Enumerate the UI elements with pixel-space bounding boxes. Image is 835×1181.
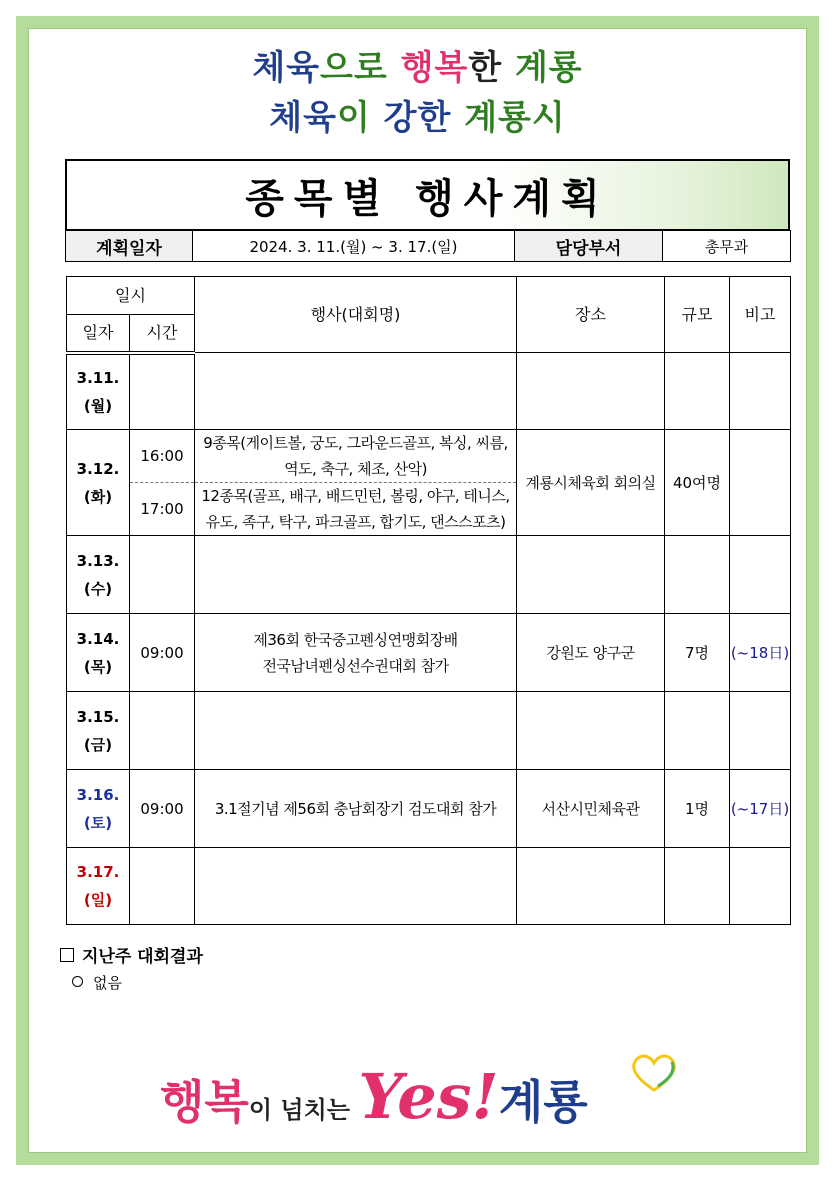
row-time: 09:00 xyxy=(130,614,195,692)
row-scale: 1명 xyxy=(665,770,730,848)
page-title: 종목별 행사계획 xyxy=(245,174,610,222)
row-event: 9종목(게이트볼, 궁도, 그라운드골프, 복싱, 씨름, 역도, 축구, 체조, 산악) xyxy=(195,430,517,483)
header-datetime: 일시 xyxy=(67,277,195,315)
square-bullet-icon xyxy=(60,948,74,962)
row-note: (~18日) xyxy=(730,614,791,692)
plan-date-label: 계획일자 xyxy=(66,231,193,262)
table-row xyxy=(67,692,791,770)
header-event: 행사(대회명) xyxy=(195,277,517,353)
row-place xyxy=(517,848,665,925)
row-event: 3.1절기념 제56회 충남회장기 검도대회 참가 xyxy=(195,770,517,848)
department-value: 총무과 xyxy=(663,231,791,262)
row-time xyxy=(130,692,195,770)
slogan-line-1 xyxy=(0,48,835,88)
plan-date-value: 2024. 3. 11.(월) ~ 3. 17.(일) xyxy=(193,231,515,262)
row-place: 서산시민체육관 xyxy=(517,770,665,848)
row-place: 강원도 양구군 xyxy=(517,614,665,692)
row-scale xyxy=(665,848,730,925)
row-date: 3.13. (수) xyxy=(67,536,130,614)
row-note xyxy=(730,430,791,536)
slogan-2-part-4: 계룡시 xyxy=(464,98,566,138)
bottom-logo xyxy=(160,1050,680,1140)
row-event: 12종목(골프, 배구, 배드민턴, 볼링, 야구, 테니스, 유도, 족구, 탁구, 파크골프, 합기도, 댄스스포츠) xyxy=(195,483,517,536)
row-event xyxy=(195,353,517,430)
table-row xyxy=(67,614,791,692)
row-date: 3.15. (금) xyxy=(67,692,130,770)
row-date: 3.11. (월) xyxy=(67,353,130,430)
slogan-1-part-1: 체육 xyxy=(252,48,321,88)
slogan-2-part-2: 이 xyxy=(336,98,384,138)
row-note xyxy=(730,848,791,925)
bottom-logo-text xyxy=(160,1060,588,1133)
header-note: 비고 xyxy=(730,277,791,353)
row-time xyxy=(130,848,195,925)
header-date: 일자 xyxy=(67,315,130,353)
slogan-1-part-2: 으로 xyxy=(320,48,401,88)
row-event xyxy=(195,536,517,614)
row-note: (~17日) xyxy=(730,770,791,848)
row-scale xyxy=(665,353,730,430)
table-row xyxy=(67,430,791,483)
results-title: 지난주 대회결과 xyxy=(82,947,203,967)
results-heading xyxy=(60,942,203,967)
slogan-1-part-5: 계룡 xyxy=(514,48,583,88)
row-place xyxy=(517,353,665,430)
slogan-1-part-4: 한 xyxy=(468,48,515,88)
row-time: 09:00 xyxy=(130,770,195,848)
row-place xyxy=(517,536,665,614)
meta-table xyxy=(65,230,791,262)
row-scale: 40여명 xyxy=(665,430,730,536)
slogan-2-part-3: 강한 xyxy=(383,98,465,138)
bottom-logo-part-3: Yes! xyxy=(358,1060,499,1133)
row-place xyxy=(517,692,665,770)
row-scale xyxy=(665,536,730,614)
slogan-line-2 xyxy=(0,98,835,138)
row-date: 3.12. (화) xyxy=(67,430,130,536)
slogan-2-part-1: 체육 xyxy=(269,98,337,138)
row-place: 계룡시체육회 회의실 xyxy=(517,430,665,536)
table-row xyxy=(67,353,791,430)
title-box xyxy=(65,159,790,231)
row-date: 3.14. (목) xyxy=(67,614,130,692)
row-time xyxy=(130,536,195,614)
results-item-text: 없음 xyxy=(93,974,122,992)
schedule-table xyxy=(66,276,791,925)
header-time: 시간 xyxy=(130,315,195,353)
bottom-logo-part-2: 이 넘치는 xyxy=(248,1096,359,1124)
row-time xyxy=(130,353,195,430)
row-note xyxy=(730,353,791,430)
row-date: 3.17. (일) xyxy=(67,848,130,925)
header-place: 장소 xyxy=(517,277,665,353)
row-time: 16:00 xyxy=(130,430,195,483)
row-event: 제36회 한국중고펜싱연맹회장배 전국남녀펜싱선수권대회 참가 xyxy=(195,614,517,692)
bottom-logo-part-4: 계룡 xyxy=(498,1075,588,1129)
department-label: 담당부서 xyxy=(515,231,663,262)
row-note xyxy=(730,536,791,614)
header-scale: 규모 xyxy=(665,277,730,353)
table-row xyxy=(67,770,791,848)
results-item xyxy=(72,972,122,993)
row-scale: 7명 xyxy=(665,614,730,692)
row-time: 17:00 xyxy=(130,483,195,536)
bottom-logo-part-1: 행복 xyxy=(160,1075,249,1129)
slogan-1-part-3: 행복 xyxy=(400,48,469,88)
table-row xyxy=(67,536,791,614)
row-scale xyxy=(665,692,730,770)
circle-bullet-icon xyxy=(72,976,83,987)
heart-icon xyxy=(628,1050,680,1094)
row-event xyxy=(195,692,517,770)
row-event xyxy=(195,848,517,925)
table-row xyxy=(67,848,791,925)
row-date: 3.16. (토) xyxy=(67,770,130,848)
row-note xyxy=(730,692,791,770)
